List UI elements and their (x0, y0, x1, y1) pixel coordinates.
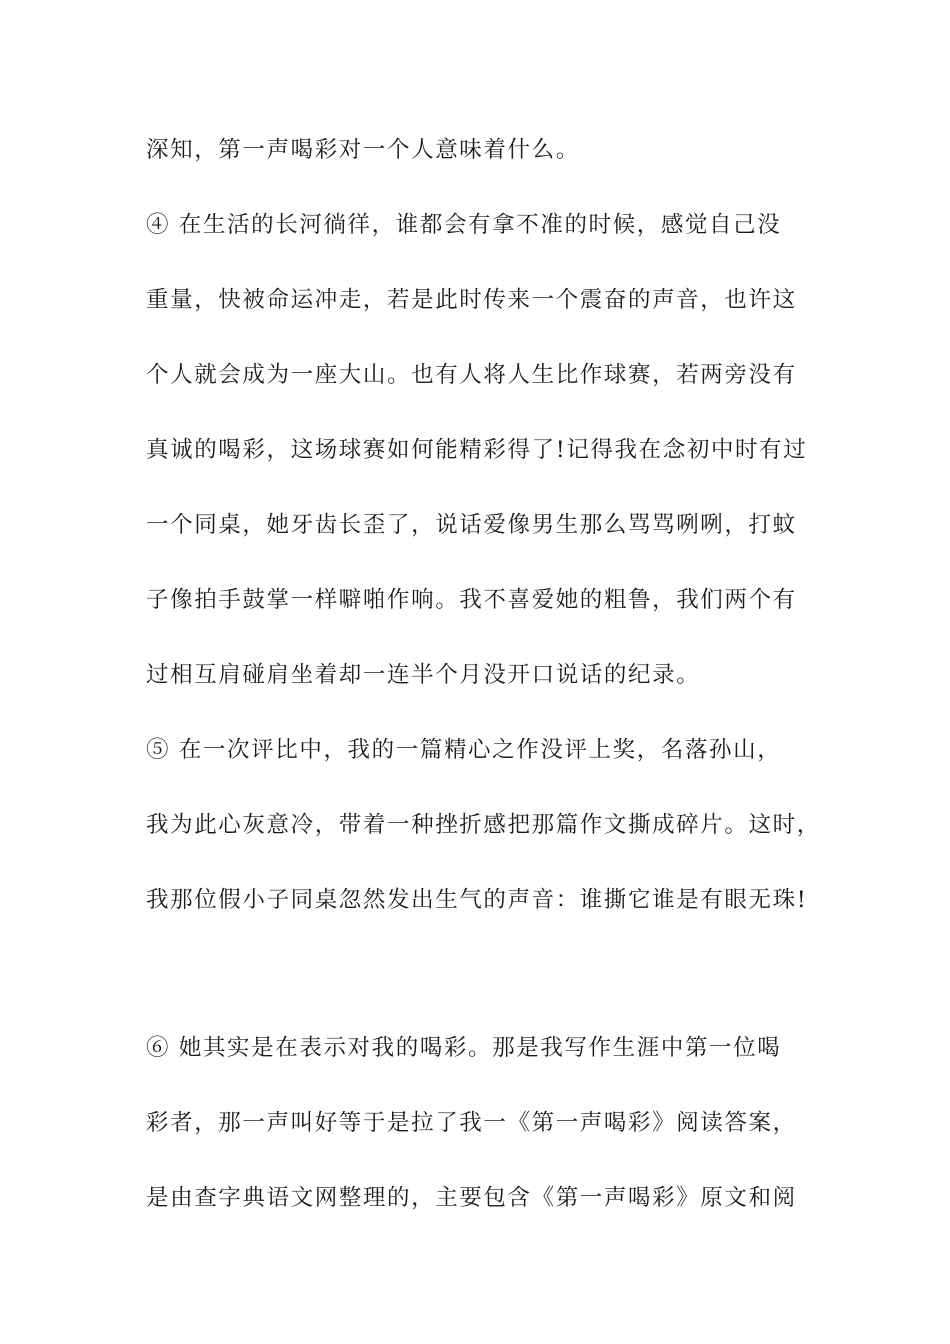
text-line: 个人就会成为一座大山。也有人将人生比作球赛，若两旁没有 (146, 362, 797, 388)
text-line: 是由查字典语文网整理的，主要包含《第一声喝彩》原文和阅 (146, 1185, 797, 1211)
text-line: 我为此心灰意冷，带着一种挫折感把那篇作文撕成碎片。这时， (146, 812, 821, 838)
paragraph-4-start: ④ 在生活的长河徜徉，谁都会有拿不准的时候，感觉自己没 (146, 212, 782, 238)
text-line: 重量，快被命运冲走，若是此时传来一个震奋的声音，也许这 (146, 287, 797, 313)
paragraph-6-start: ⑥ 她其实是在表示对我的喝彩。那是我写作生涯中第一位喝 (146, 1035, 782, 1061)
text-line: 深知，第一声喝彩对一个人意味着什么。 (146, 137, 580, 163)
paragraph-5-start: ⑤ 在一次评比中，我的一篇精心之作没评上奖，名落孙山， (146, 737, 782, 763)
text-line: 子像拍手鼓掌一样噼啪作响。我不喜爱她的粗鲁，我们两个有 (146, 587, 797, 613)
text-line: 彩者，那一声叫好等于是拉了我一《第一声喝彩》阅读答案， (146, 1110, 797, 1136)
text-line: 一个同桌，她牙齿长歪了，说话爱像男生那么骂骂咧咧，打蚊 (146, 512, 797, 538)
text-line: 我那位假小子同桌忽然发出生气的声音：谁撕它谁是有眼无珠! (146, 887, 808, 913)
text-line: 过相互肩碰肩坐着却一连半个月没开口说话的纪录。 (146, 662, 701, 688)
text-line: 真诚的喝彩，这场球赛如何能精彩得了!记得我在念初中时有过 (146, 437, 808, 463)
